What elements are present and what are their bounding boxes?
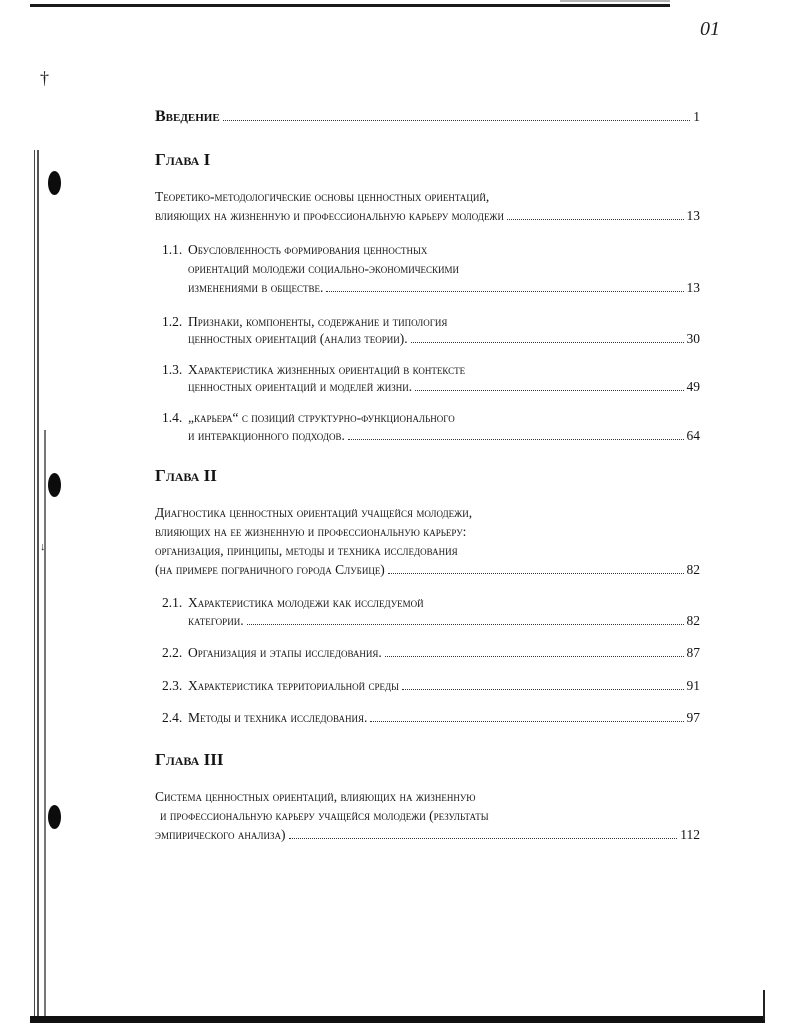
scan-tick-mark: ↓ [40,541,46,553]
section-number: 2.1. [162,595,183,610]
section-number: 1.3. [162,362,183,377]
scan-mark-top [560,0,670,2]
scan-border-left [34,150,40,1020]
binder-hole-icon [48,171,61,195]
leader-dots [388,573,684,574]
chapter-title-line: эмпирического анализа) [155,827,286,842]
toc-page: 13 [686,280,700,295]
toc-page: 30 [686,331,700,346]
scan-tick-mark: † [40,68,49,88]
chapter-title-line: Теоретико-методологические основы ценностных ориентаций, [155,189,490,204]
toc-chapter-2[interactable] [155,561,700,579]
section-text: Методы и техника исследования. [188,710,368,725]
section-text: Организация и этапы исследования. [188,645,382,660]
toc-page: 112 [680,827,700,842]
chapter-title-line: Диагностика ценностных ориентаций учащейся молодежи, [155,505,473,520]
chapter-heading: Глава I [155,150,211,169]
section-text: изменениями в обществе. [188,280,324,295]
toc-chapter-1[interactable] [155,207,700,225]
toc-page: 13 [686,208,700,223]
toc-page: 91 [686,678,700,693]
section-line [162,677,399,695]
leader-dots [402,689,683,690]
leader-dots [348,439,684,440]
toc-page: 1 [693,109,700,124]
toc-intro[interactable] [155,108,700,126]
handwritten-page-number: 01 [700,18,720,40]
leader-dots [415,390,683,391]
section-number: 1.2. [162,314,183,329]
section-text: Признаки, компоненты, содержание и типология [188,314,448,329]
section-line [162,361,465,379]
toc-page: 49 [686,379,700,394]
section-line [162,241,427,259]
leader-dots [507,219,683,220]
section-line [162,594,424,612]
chapter-title-line: Система ценностных ориентаций, влияющих на жизненную [155,789,476,804]
chapter-title-line: влияющих на жизненную и профессиональную карьеру молодежи [155,208,505,223]
scan-border-bottom [30,1016,765,1023]
section-text: категории. [188,613,244,628]
toc-page: 82 [686,613,700,628]
leader-dots [247,624,684,625]
section-text: и интеракционного подходов. [188,428,345,443]
section-text: Характеристика жизненных ориентаций в контексте [188,362,466,377]
toc-section-1-1[interactable] [188,279,700,297]
toc-page: 97 [686,710,700,725]
section-line [162,709,367,727]
section-line [162,409,455,427]
section-line: ориентаций молодежи социально-экономическими [188,261,460,276]
leader-dots [411,342,684,343]
chapter-title-line: влияющих на ее жизненную и профессиональную карьеру: [155,524,467,539]
toc-chapter-3[interactable] [155,826,700,844]
section-number: 2.2. [162,645,183,660]
leader-dots [289,838,678,839]
chapter-heading: Глава III [155,750,224,769]
toc-section-1-4[interactable] [188,427,700,445]
toc-section-1-2[interactable] [188,330,700,348]
chapter-title-line: и профессиональную карьеру учащейся молодежи (результаты [160,808,489,823]
chapter-title-line: организация, принципы, методы и техника исследования [155,543,458,558]
toc-page: 82 [686,562,700,577]
toc-page: 64 [686,428,700,443]
leader-dots [385,656,684,657]
section-line [162,313,447,331]
toc-section-2-4[interactable] [162,709,700,727]
section-text: ценностных ориентаций (анализ теории). [188,331,408,346]
binder-hole-icon [48,805,61,829]
chapter-title-line: (на примере пограничного города Слубице) [155,562,385,577]
section-text: „карьера“ с позиций структурно-функционального [188,410,455,425]
binder-hole-icon [48,473,61,497]
leader-dots [326,291,683,292]
toc-section-2-2[interactable] [162,644,700,662]
toc-section-2-1[interactable] [188,612,700,630]
section-number: 1.1. [162,242,183,257]
toc-page: 87 [686,645,700,660]
toc-section-2-3[interactable] [162,677,700,695]
section-text: ценностных ориентаций и моделей жизни. [188,379,413,394]
scan-border-left-inner [44,430,46,1020]
toc-section-1-3[interactable] [188,378,700,396]
section-number: 1.4. [162,410,183,425]
section-number: 2.4. [162,710,183,725]
scan-border-top [30,4,670,7]
section-number: 2.3. [162,678,183,693]
leader-dots [223,120,691,121]
toc-intro-title: Введение [155,108,220,125]
scan-border-right [763,990,765,1020]
chapter-heading: Глава II [155,466,217,485]
section-text: Характеристика территориальной среды [188,678,400,693]
section-text: Обусловленность формирования ценностных [188,242,428,257]
leader-dots [370,721,683,722]
section-text: Характеристика молодежи как исследуемой [188,595,424,610]
section-line [162,644,382,662]
